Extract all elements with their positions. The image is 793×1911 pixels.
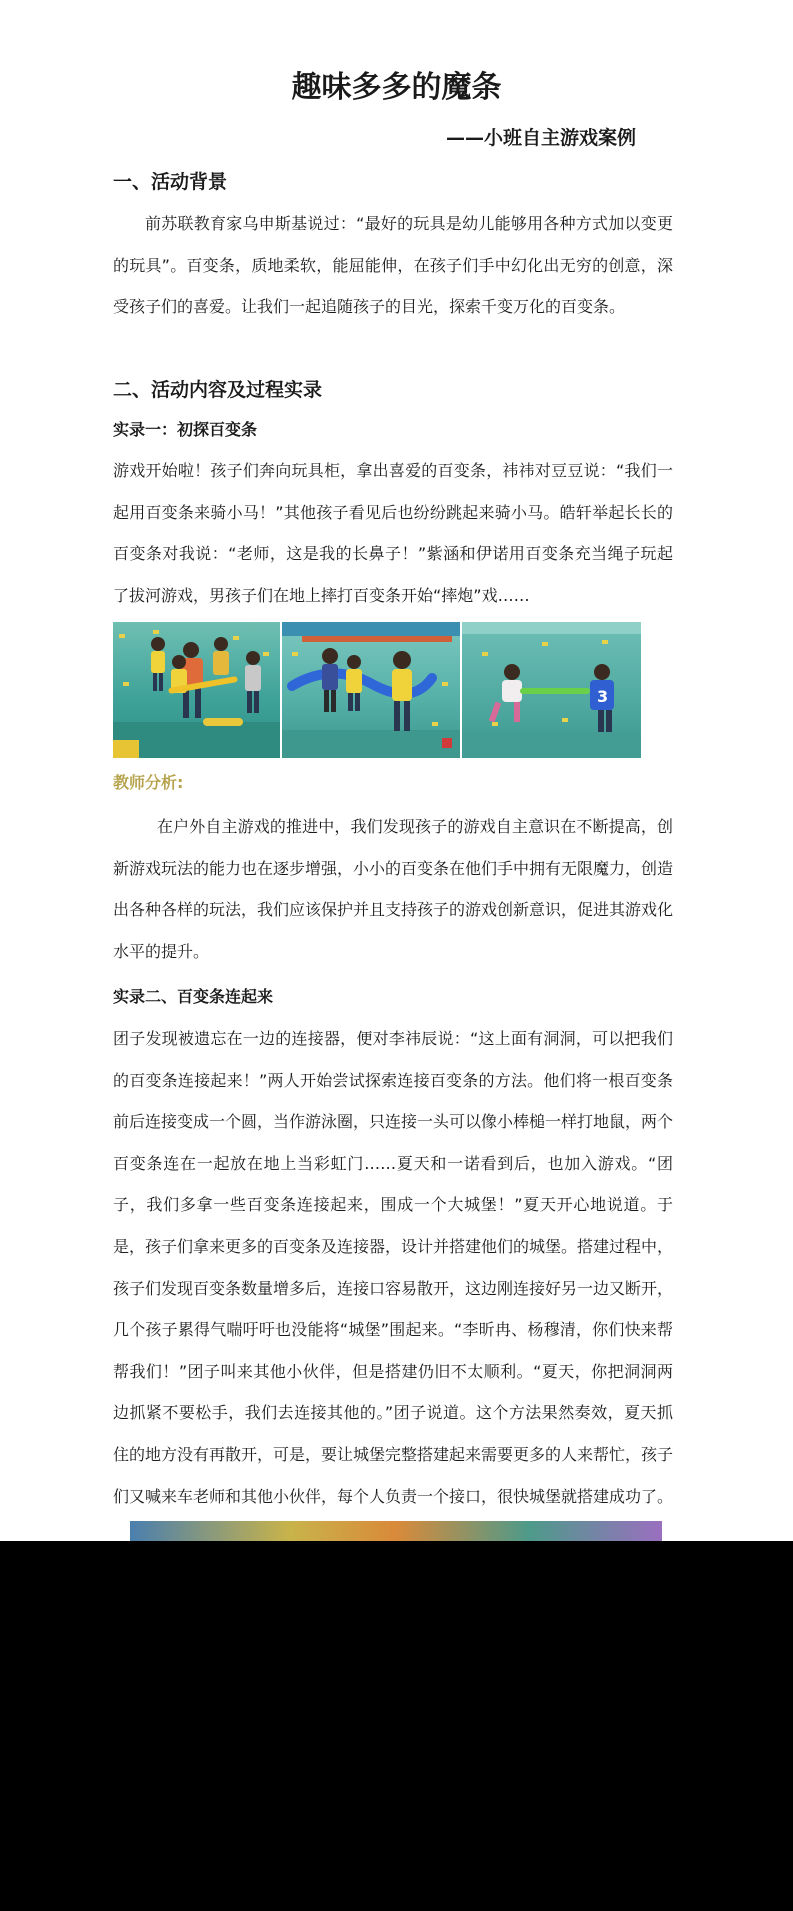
teacher-analysis-paragraph: 在户外自主游戏的推进中，我们发现孩子的游戏自主意识在不断提高，创新游戏玩法的能力也在逐步增强，小小的百变条在他们手中拥有无限魔力，创造出各种各样的玩法，我们应该保护并且支持孩子的游戏创新意识，促进其游戏化水平的提升。 (113, 817, 674, 961)
background-paragraph: 前苏联教育家乌申斯基说过：“最好的玩具是幼儿能够用各种方式加以变更的玩具”。百变条，质地柔软，能屈能伸，在孩子们手中幻化出无穷的创意，深受孩子们的喜爱。让我们一起追随孩子的目光，探索千变万化的百变条。 (113, 214, 673, 317)
document-subtitle: ——小班自主游戏案例 (445, 127, 636, 149)
teacher-analysis-label: 教师分析: (113, 773, 184, 792)
photo-boy-long-nose (282, 622, 460, 758)
photo-castle-building (130, 1521, 662, 1541)
record-one-paragraph: 游戏开始啦！孩子们奔向玩具柜，拿出喜爱的百变条，祎祎对豆豆说：“我们一起用百变条来骑小马！”其他孩子看见后也纷纷跳起来骑小马。皓轩举起长长的百变条对我说：“老师，这是我的长鼻子！”紫涵和伊诺用百变条充当绳子玩起了拔河游戏，男孩子们在地上摔打百变条开始“摔炮”戏…… (113, 461, 673, 605)
section-heading-background: 一、活动背景 (113, 171, 228, 193)
photo-children-riding (113, 622, 280, 758)
record-one-heading: 实录一：初探百变条 (113, 420, 258, 439)
record-two-heading: 实录二、百变条连起来 (113, 987, 274, 1006)
photo-tug-of-war (462, 622, 641, 758)
jersey-number: 3 (597, 687, 609, 706)
document-title: 趣味多多的魔条 (291, 70, 502, 105)
section-heading-content: 二、活动内容及过程实录 (113, 379, 323, 401)
record-two-paragraph: 团子发现被遗忘在一边的连接器，便对李祎辰说：“这上面有洞洞，可以把我们的百变条连接起来！”两人开始尝试探索连接百变条的方法。他们将一根百变条前后连接变成一个圆，当作游泳圈，只连接一头可以像小棒槌一样打地鼠，两个百变条连在一起放在地上当彩虹门……夏天和一诺看到后，也加入游戏。“团子，我们多拿一些百变条连接起来，围成一个大城堡！”夏天开心地说道。于是，孩子们拿来更多的百变条及连接器，设计并搭建他们的城堡。搭建过程中，孩子们发现百变条数量增多后，连接口容易散开，这边刚连接好另一边又断开，几个孩子累得气喘吁吁也没能将“城堡”围起来。“李昕冉、杨穆清，你们快来帮帮我们！”团子叫来其他小伙伴，但是搭建仍旧不太顺利。“夏天，你把洞洞两边抓紧不要松手，我们去连接其他的。”团子说道。这个方法果然奏效，夏天抓住的地方没有再散开，可是，要让城堡完整搭建起来需要更多的人来帮忙，孩子们又喊来车老师和其他小伙伴，每个人负责一个接口，很快城堡就搭建成功了。 (113, 1029, 674, 1506)
